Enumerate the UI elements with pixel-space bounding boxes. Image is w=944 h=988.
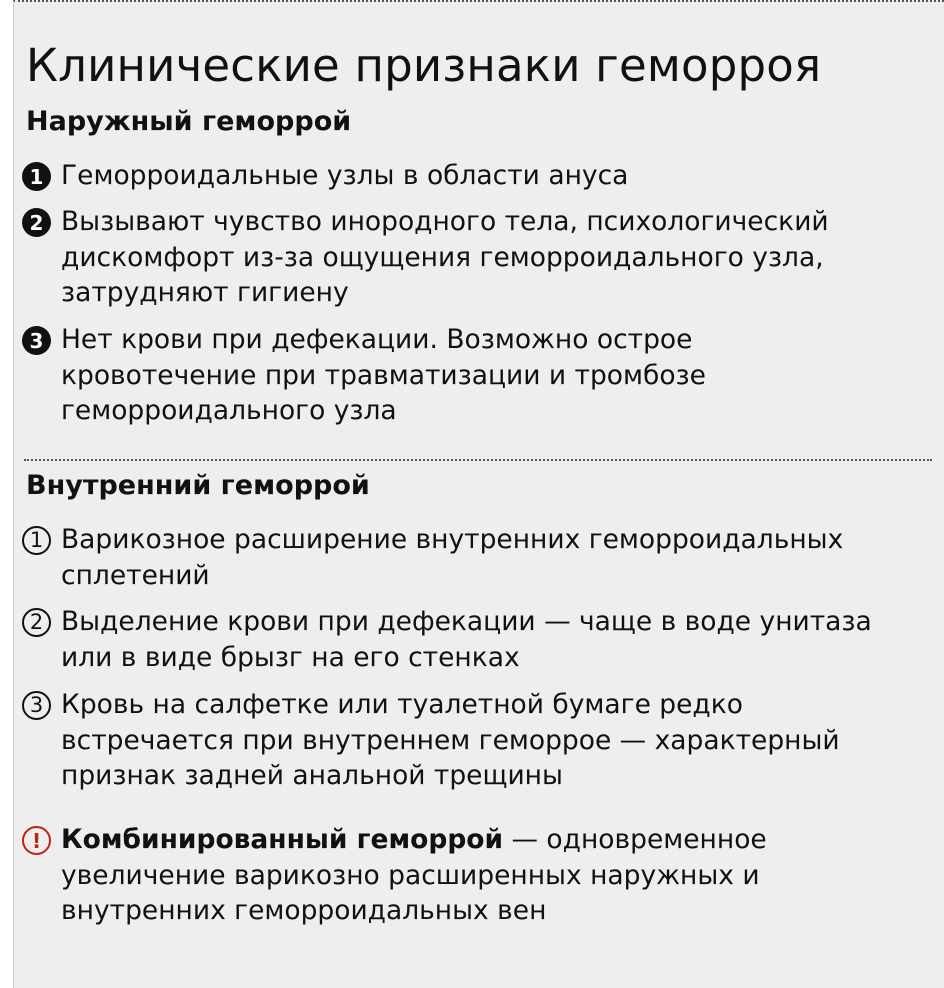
number-2-outline-icon: 2 — [22, 608, 51, 637]
internal-item-2 — [22, 604, 912, 675]
internal-heading: Внутренний геморрой — [26, 470, 370, 501]
combined-note-title: Комбинированный геморрой — [61, 824, 504, 855]
exclamation-icon: ! — [22, 826, 51, 855]
external-item-2-text: Вызывают чувство инородного тела, психологический дискомфорт из-за ощущения геморроидального узла, затрудняют гигиену — [61, 206, 829, 308]
external-heading: Наружный геморрой — [26, 106, 352, 137]
internal-item-3-text: Кровь на салфетке или туалетной бумаге редко встречается при внутреннем геморрое — характерный признак задней анальной трещины — [61, 689, 840, 791]
number-1-outline-icon: 1 — [22, 526, 51, 555]
number-3-outline-icon: 3 — [22, 691, 51, 720]
number-1-filled-icon: 1 — [22, 162, 51, 191]
page-title: Клинические признаки геморроя — [26, 39, 822, 93]
external-item-3 — [22, 322, 782, 429]
external-item-1 — [22, 158, 927, 194]
number-3-filled-icon: 3 — [22, 326, 51, 355]
internal-item-3 — [22, 687, 902, 794]
combined-note — [22, 822, 822, 929]
section-divider — [24, 459, 932, 461]
external-item-2 — [22, 204, 882, 311]
internal-item-2-text: Выделение крови при дефекации — чаще в воде унитаза или в виде брызг на его стенках — [61, 606, 872, 673]
number-2-filled-icon: 2 — [22, 208, 51, 237]
internal-item-1 — [22, 522, 912, 593]
combined-note-body: — одновременное увеличение варикозно расширенных наружных и внутренних геморроидальных вен — [61, 824, 767, 926]
external-item-1-text: Геморроидальные узлы в области ануса — [61, 160, 629, 191]
combined-note-text — [61, 822, 822, 929]
info-card — [13, 0, 944, 988]
external-item-3-text: Нет крови при дефекации. Возможно острое кровотечение при травматизации и тромбозе геморроидального узла — [61, 324, 706, 426]
internal-item-1-text: Варикозное расширение внутренних геморроидальных сплетений — [61, 524, 844, 591]
